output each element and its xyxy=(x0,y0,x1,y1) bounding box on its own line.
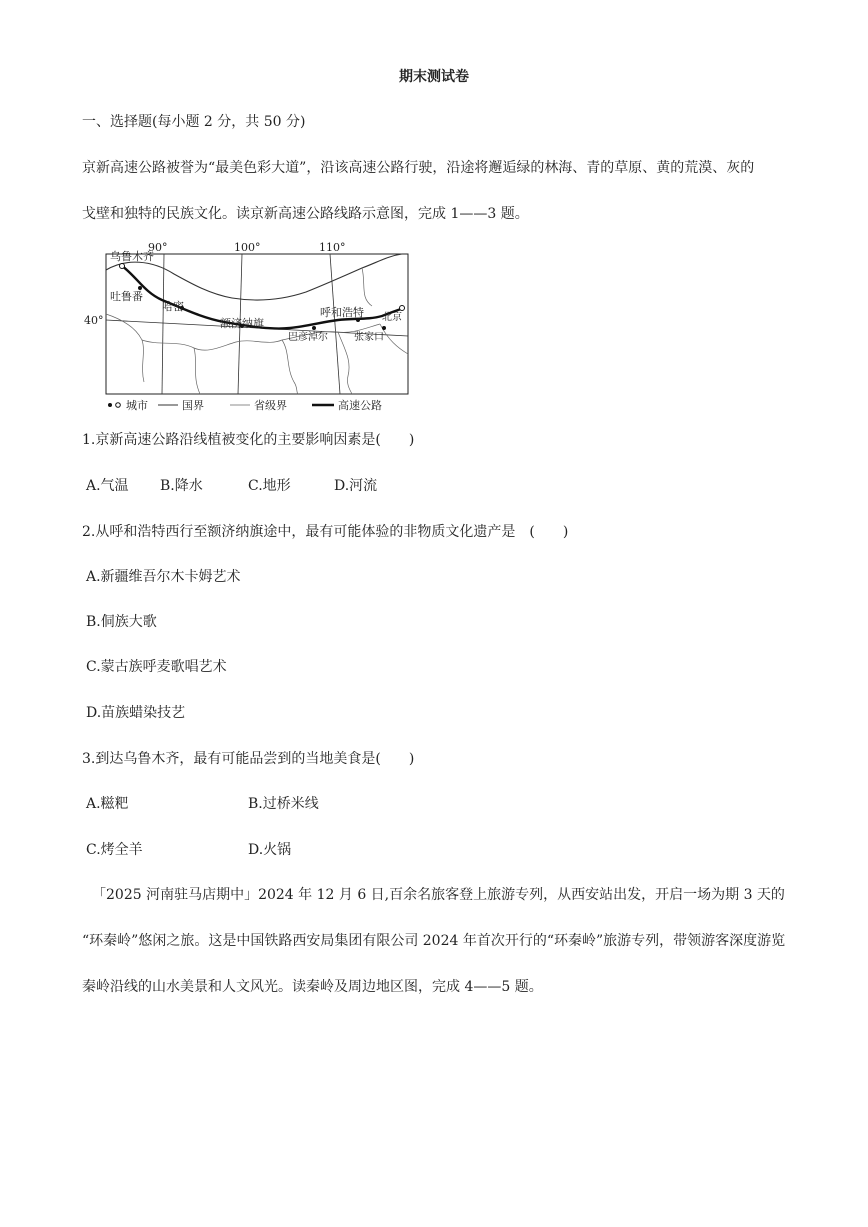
q2-option-a[interactable]: A.新疆维吾尔木卡姆艺术 xyxy=(86,569,241,585)
city-label-bayannur: 巴彦淖尔 xyxy=(288,332,328,343)
legend-city-icon-1 xyxy=(108,403,112,407)
q1-option-b[interactable]: B.降水 xyxy=(160,478,203,494)
q3-option-c[interactable]: C.烤全羊 xyxy=(86,842,143,858)
provincial-border-1 xyxy=(106,314,144,382)
legend-city-icon-2 xyxy=(116,403,121,408)
q2-option-c[interactable]: C.蒙古族呼麦歌唱艺术 xyxy=(86,659,227,675)
city-label-turpan: 吐鲁番 xyxy=(110,290,143,303)
q3-option-a[interactable]: A.糍粑 xyxy=(86,796,129,812)
provincial-border-7 xyxy=(194,348,200,394)
lon-label-100: 100° xyxy=(234,241,261,254)
city-label-urumqi: 乌鲁木齐 xyxy=(110,250,154,263)
lon-label-110: 110° xyxy=(319,241,346,254)
city-marker-urumqi xyxy=(120,264,125,269)
question-2-stem: 2.从呼和浩特西行至额济纳旗途中，最有可能体验的非物质文化遗产是 ( ) xyxy=(82,524,569,540)
lon-label-90: 90° xyxy=(148,241,168,254)
section-heading: 一、选择题(每小题 2 分，共 50 分) xyxy=(82,114,306,130)
q2-option-d[interactable]: D.苗族蜡染技艺 xyxy=(86,705,186,721)
q1-option-a[interactable]: A.气温 xyxy=(86,478,129,494)
provincial-border-3 xyxy=(282,340,298,394)
passage-2-line-2: “环秦岭”悠闲之旅。这是中国铁路西安局集团有限公司 2024 年首次开行的“环秦岭”旅游专列，带领游客深度游览 xyxy=(82,933,786,949)
highway-map xyxy=(82,236,418,414)
meridian-110 xyxy=(330,254,340,394)
passage-2-line-3: 秦岭沿线的山水美景和人文风光。读秦岭及周边地区图，完成 4——5 题。 xyxy=(82,979,543,995)
city-marker-bayannur xyxy=(312,326,316,330)
meridian-90 xyxy=(162,254,164,394)
intro-line-2: 戈壁和独特的民族文化。读京新高速公路线路示意图，完成 1——3 题。 xyxy=(82,206,529,222)
city-marker-zhangjiakou xyxy=(382,326,386,330)
legend-national-label: 国界 xyxy=(182,399,204,412)
legend-city-label: 城市 xyxy=(126,399,148,412)
question-3-stem: 3.到达乌鲁木齐，最有可能品尝到的当地美食是( ) xyxy=(82,751,415,767)
passage-2-line-1: 「2025 河南驻马店期中」2024 年 12 月 6 日,百余名旅客登上旅游专列，从西安站出发，开启一场为期 3 天的 xyxy=(92,887,785,903)
city-marker-beijing xyxy=(400,306,405,311)
q3-option-b[interactable]: B.过桥米线 xyxy=(248,796,319,812)
legend-provincial-label: 省级界 xyxy=(254,399,287,412)
q1-option-c[interactable]: C.地形 xyxy=(248,478,291,494)
q1-option-d[interactable]: D.河流 xyxy=(334,478,378,494)
city-label-zhangjiakou: 张家口 xyxy=(354,332,384,343)
city-label-hami: 哈密 xyxy=(162,300,184,313)
page-title: 期末测试卷 xyxy=(399,69,469,85)
city-label-hohhot: 呼和浩特 xyxy=(320,306,364,319)
legend-highway-label: 高速公路 xyxy=(338,399,382,412)
city-label-beijing: 北京 xyxy=(382,312,402,323)
city-label-ejina: 额济纳旗 xyxy=(220,317,264,330)
intro-line-1: 京新高速公路被誉为“最美色彩大道”，沿该高速公路行驶，沿途将邂逅绿的林海、青的草原、黄的荒漠、灰的 xyxy=(82,160,755,176)
provincial-border-5 xyxy=(338,332,352,394)
provincial-border-8 xyxy=(362,268,372,306)
lat-label-40: 40° xyxy=(84,314,104,327)
question-1-stem: 1.京新高速公路沿线植被变化的主要影响因素是( ) xyxy=(82,432,415,448)
q2-option-b[interactable]: B.侗族大歌 xyxy=(86,614,157,630)
q3-option-d[interactable]: D.火锅 xyxy=(248,842,292,858)
